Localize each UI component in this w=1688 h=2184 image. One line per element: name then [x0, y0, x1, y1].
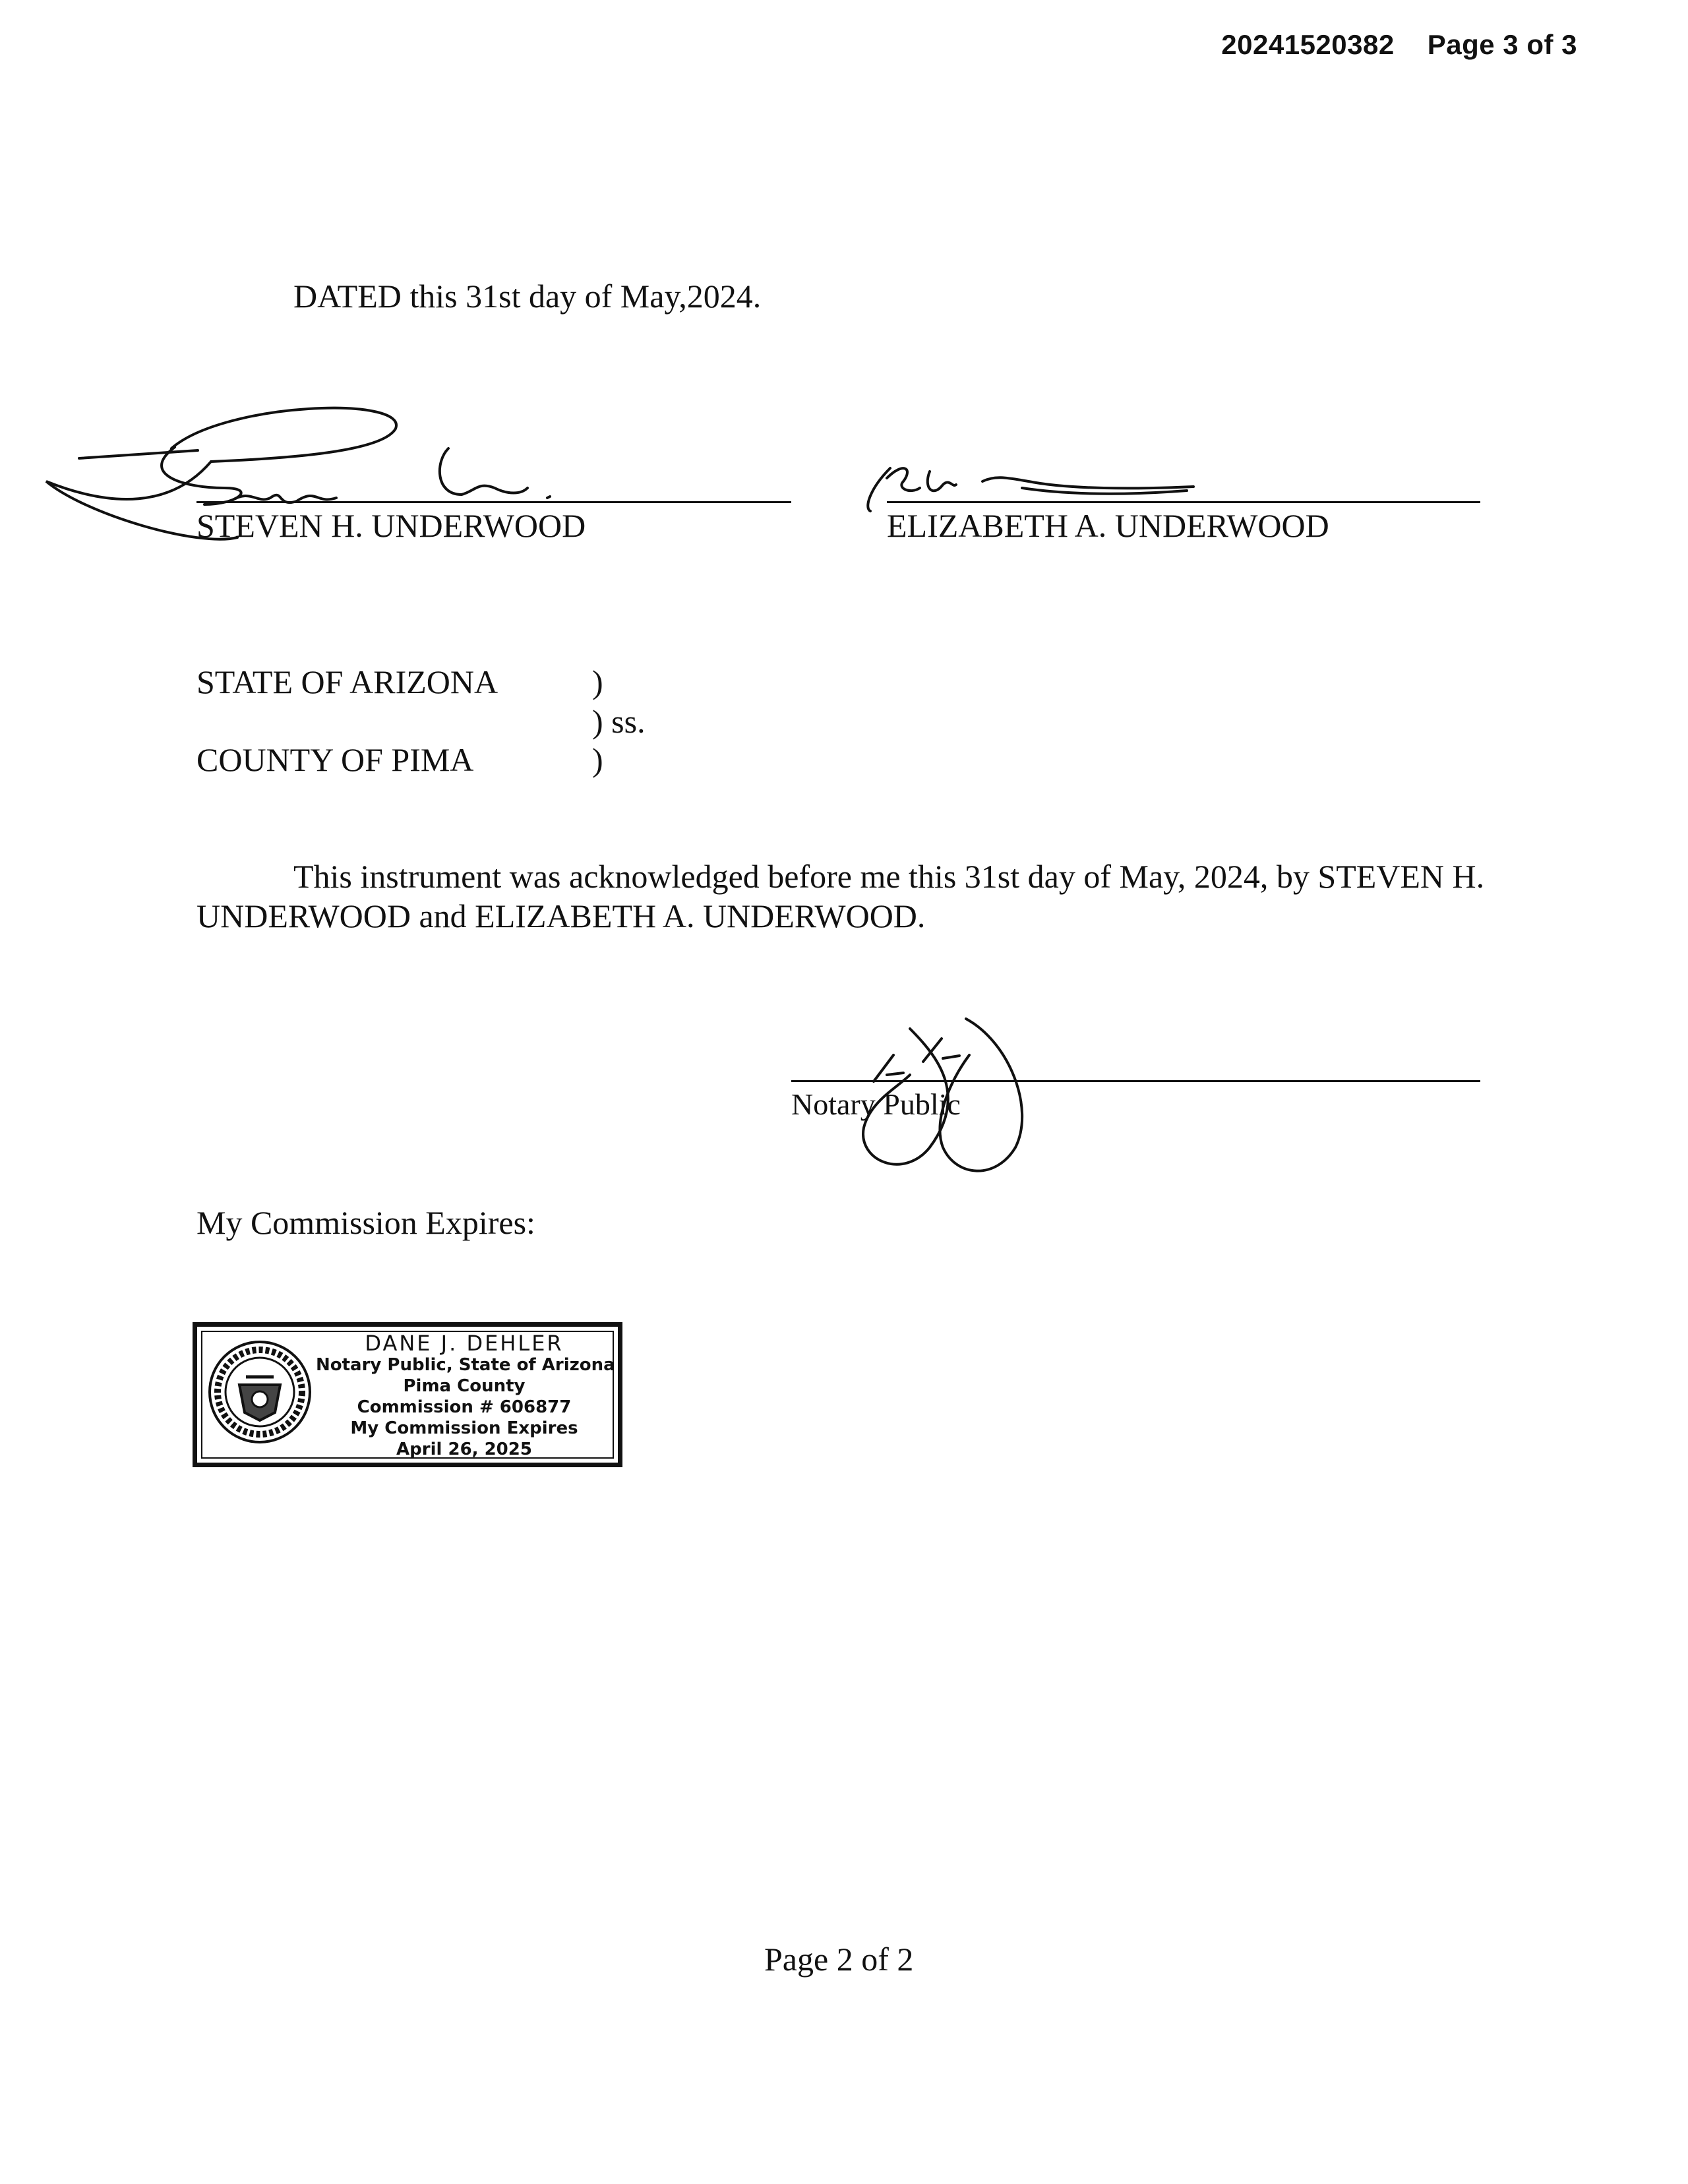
- document-header: [1221, 29, 1577, 61]
- notary-signature-line: [791, 1080, 1480, 1082]
- acknowledgment-line-2: UNDERWOOD and ELIZABETH A. UNDERWOOD.: [196, 897, 926, 934]
- stamp-county: Pima County: [403, 1376, 526, 1396]
- commission-expires-label: My Commission Expires:: [196, 1204, 535, 1241]
- venue-ss: ) ss.: [592, 703, 646, 740]
- elizabeth-signature-line: [887, 501, 1480, 503]
- acknowledgment-line-1: This instrument was acknowledged before me this 31st day of May, 2024, by STEVEN H.: [293, 858, 1485, 895]
- page-footer: Page 2 of 2: [764, 1941, 914, 1978]
- stamp-text: [316, 1332, 613, 1460]
- venue-paren-bottom: ): [592, 741, 603, 778]
- document-number: 20241520382: [1221, 29, 1395, 60]
- dated-line: DATED this 31st day of May,2024.: [293, 278, 762, 315]
- venue-paren-top: ): [592, 663, 603, 700]
- page-indicator: Page 3 of 3: [1427, 29, 1577, 60]
- stamp-expires-date: April 26, 2025: [396, 1440, 532, 1459]
- steven-signature-line: [196, 501, 791, 503]
- notary-label: Notary Public: [791, 1087, 961, 1121]
- stamp-title: Notary Public, State of Arizona: [316, 1355, 615, 1375]
- stamp-notary-name: DANE J. DEHLER: [365, 1331, 564, 1356]
- stamp-expires-label: My Commission Expires: [350, 1418, 578, 1438]
- notary-stamp: [193, 1322, 622, 1467]
- steven-name: STEVEN H. UNDERWOOD: [196, 507, 586, 544]
- elizabeth-name: ELIZABETH A. UNDERWOOD: [887, 507, 1329, 544]
- venue-county: COUNTY OF PIMA: [196, 741, 474, 778]
- stamp-commission: Commission # 606877: [357, 1397, 572, 1417]
- venue-state: STATE OF ARIZONA: [196, 663, 498, 700]
- notary-seal-icon: [206, 1339, 313, 1445]
